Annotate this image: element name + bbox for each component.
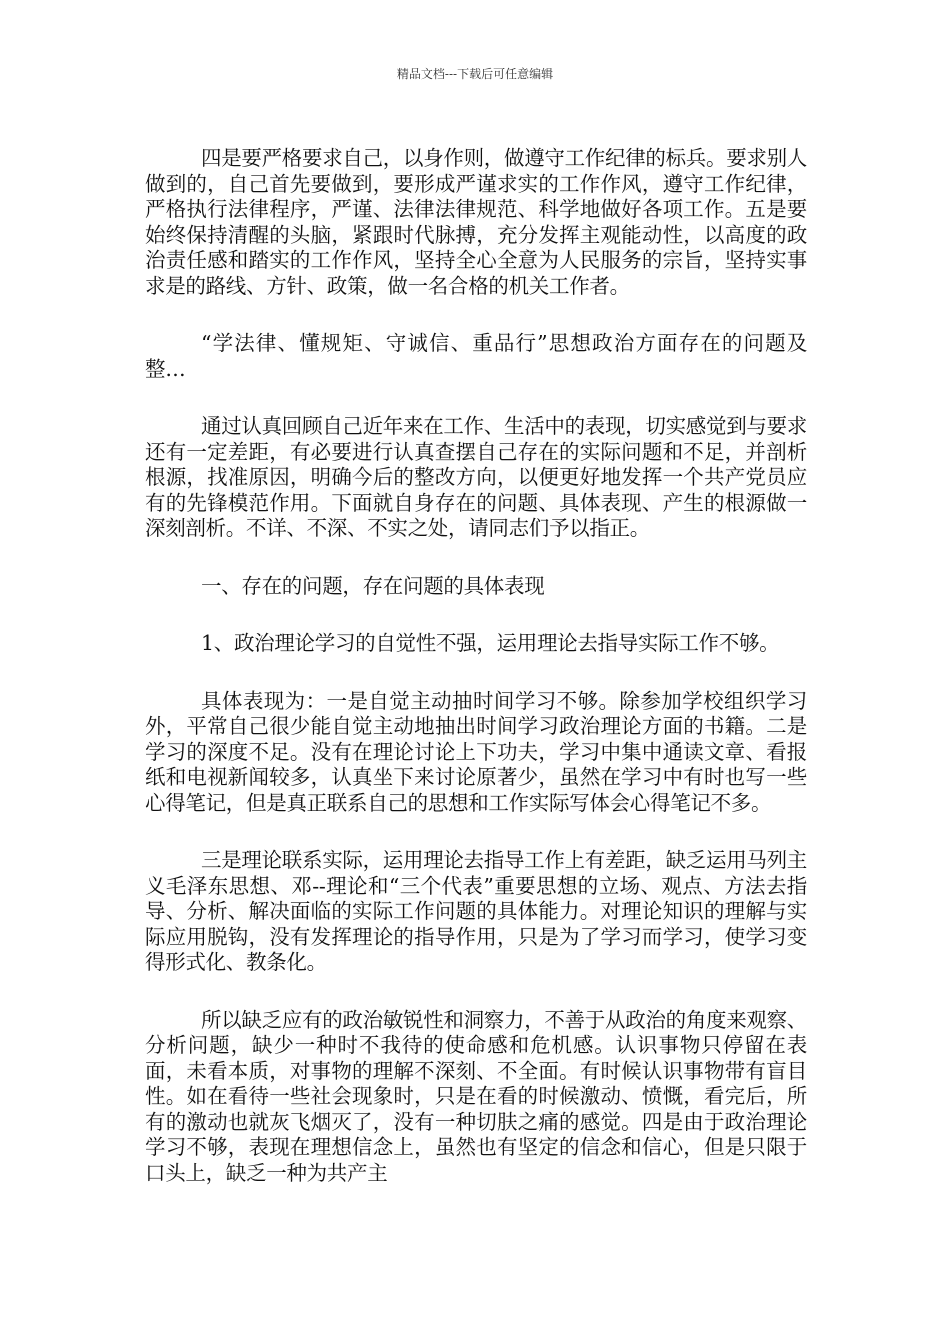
paragraph-title: “学法律、懂规矩、守诚信、重品行”思想政治方面存在的问题及整…: [145, 331, 807, 381]
paragraph-discipline: 四是要严格要求自己，以身作则，做遵守工作纪律的标兵。要求别人做到的，自己首先要做到，要形成严谨求实的工作作风，遵守工作纪律，严格执行法律程序，严谨、法律法律规范、科学地做好各项工作。五是要始终保持清醒的头脑，紧跟时代脉搏，充分发挥主观能动性，以高度的政治责任感和踏实的工作作风，坚持全心全意为人民服务的宗旨，坚持实事求是的路线、方针、政策，做一名合格的机关工作者。: [145, 146, 807, 298]
paragraph-introduction: 通过认真回顾自己近年来在工作、生活中的表现，切实感觉到与要求还有一定差距，有必要进行认真查摆自己存在的实际问题和不足，并剖析根源，找准原因，明确今后的整改方向，以便更好地发挥一个共产党员应有的先锋模范作用。下面就自身存在的问题、具体表现、产生的根源做一深刻剖析。不详、不深、不实之处，请同志们予以指正。: [145, 414, 807, 540]
paragraph-political-awareness: 所以缺乏应有的政治敏锐性和洞察力，不善于从政治的角度来观察、分析问题，缺少一种时不我待的使命感和危机感。认识事物只停留在表面，未看本质，对事物的理解不深刻、不全面。有时候认识事物带有盲目性。如在看待一些社会现象时，只是在看的时候激动、愤慨，看完后，所有的激动也就灰飞烟灭了，没有一种切肤之痛的感觉。四是由于政治理论学习不够，表现在理想信念上，虽然也有坚定的信念和信心，但是只限于口头上，缺乏一种为共产主: [145, 1007, 807, 1185]
section-heading: 一、存在的问题，存在问题的具体表现: [201, 573, 545, 598]
problem-heading: 1、政治理论学习的自觉性不强，运用理论去指导实际工作不够。: [201, 631, 780, 655]
paragraph-manifestations: 具体表现为：一是自觉主动抽时间学习不够。除参加学校组织学习外，平常自己很少能自觉主动地抽出时间学习政治理论方面的书籍。二是学习的深度不足。没有在理论讨论上下功夫，学习中集中通读文章、看报纸和电视新闻较多，认真坐下来讨论原著少，虽然在学习中有时也写一些心得笔记，但是真正联系自己的思想和工作实际写体会心得笔记不多。: [145, 688, 807, 815]
paragraph-theory-practice: 三是理论联系实际，运用理论去指导工作上有差距，缺乏运用马列主义毛泽东思想、邓--理论和“三个代表”重要思想的立场、观点、方法去指导、分析、解决面临的实际工作问题的具体能力。对理论知识的理解与实际应用脱钩，没有发挥理论的指导作用，只是为了学习而学习，使学习变得形式化、教条化。: [145, 848, 807, 974]
document-body: [145, 146, 807, 1218]
page-header: 精品文档---下载后可任意编辑: [396, 67, 554, 81]
